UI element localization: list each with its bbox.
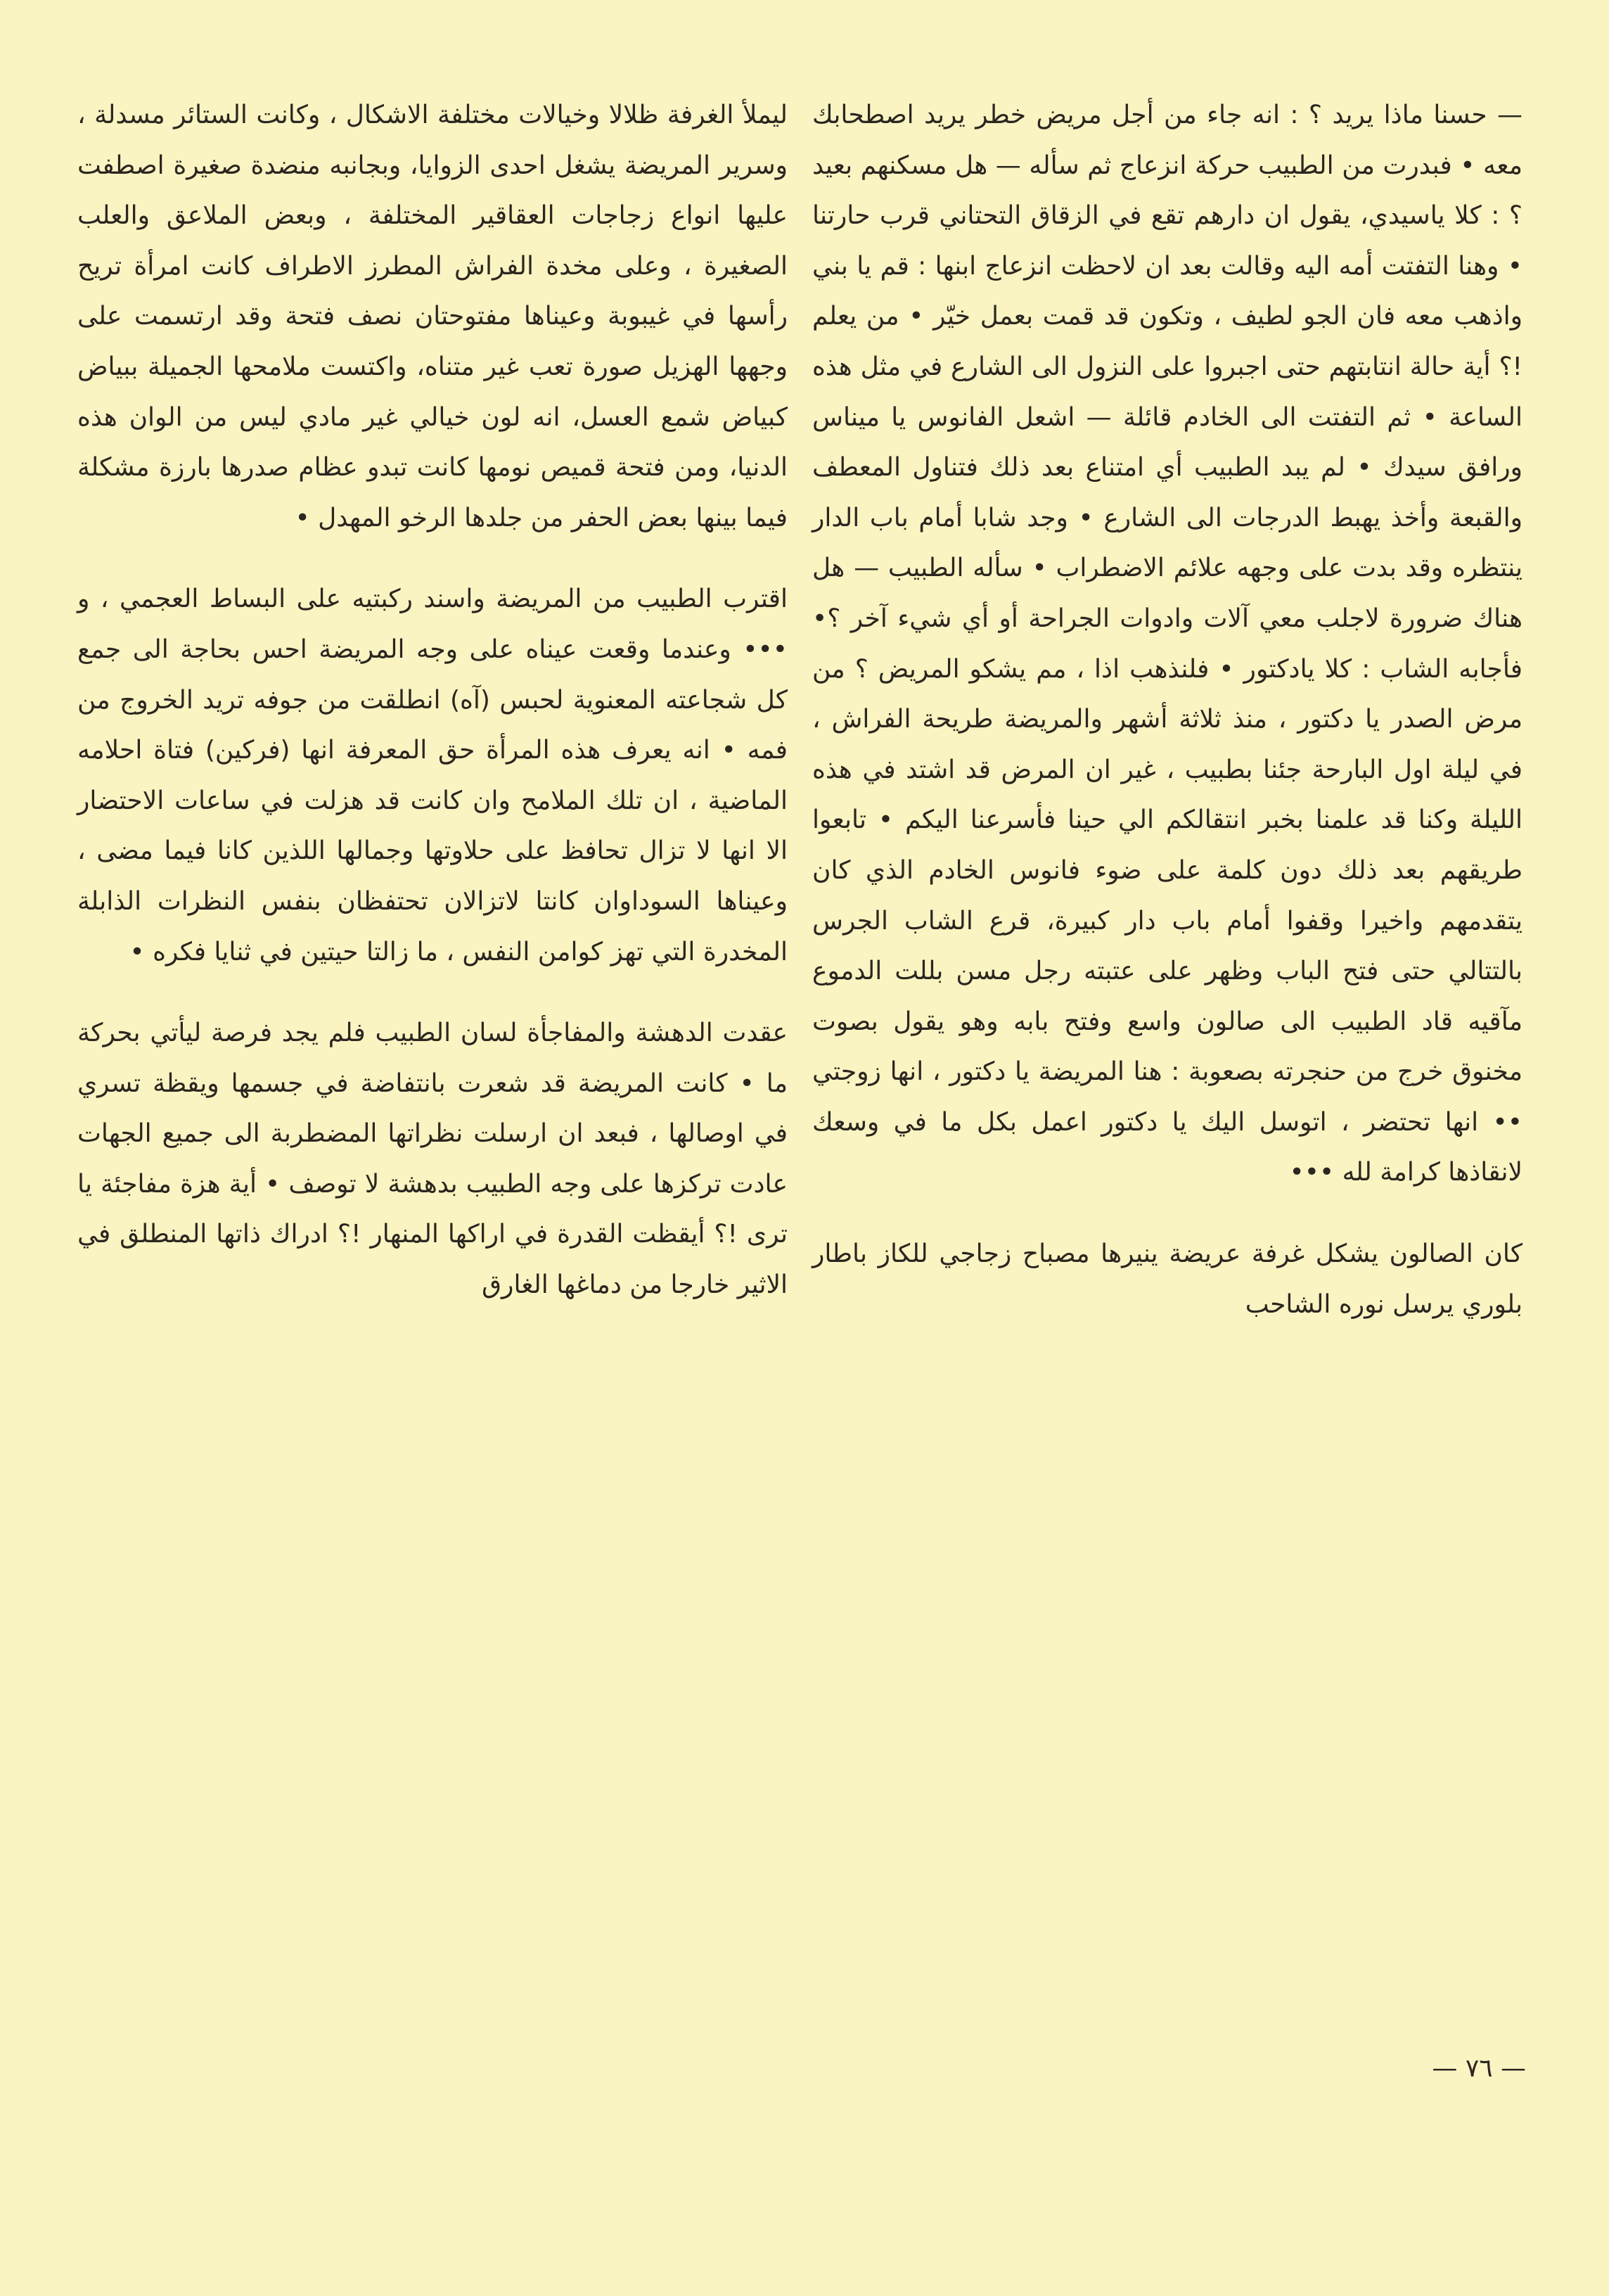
page-number: — ٧٦ —	[1432, 2054, 1526, 2083]
paragraph: كان الصالون يشكل غرفة عريضة ينيرها مصباح زجاجي للكاز باطار بلوري يرسل نوره الشاحب	[812, 1239, 1523, 1319]
paragraph: عقدت الدهشة والمفاجأة لسان الطبيب فلم يجد فرصة ليأتي بحركة ما • كانت المريضة قد شعرت بانتفاضة في جسمها ويقظة تسري في اوصالها ، فبعد ان ارسلت نظراتها المضطربة الى جميع الجهات عادت تركزها على وجه الطبيب بدهشة لا توصف • أية هزة مفاجئة يا ترى !؟ أيقظت القدرة في اراكها المنهار !؟ ادراك ذاتها المنطلق في الاثير خارجا من دماغها الغارق	[77, 1019, 788, 1300]
paragraph: اقترب الطبيب من المريضة واسند ركبتيه على البساط العجمي ، و ••• وعندما وقعت عيناه على وجه المريضة احس بحاجة الى جمع كل شجاعته المعنوية لحبس (آه) انطلقت من جوفه تريد الخروج من فمه • انه يعرف هذه المرأة حق المعرفة انها (فركين) فتاة احلامه الماضية ، ان تلك الملامح وان كانت قد هزلت في ساعات الاحتضار الا انها لا تزال تحافظ على حلاوتها وجمالها اللذين كانا فيما مضى ، وعيناها السوداوان كانتا لاتزالان تحتفظان بنفس النظرات الذابلة المخدرة التي تهز كوامن النفس ، ما زالتا حيتين في ثنايا فكره •	[77, 585, 788, 967]
right-text-column	[812, 90, 1523, 1360]
left-text-column	[77, 90, 788, 1341]
paragraph: ليملأ الغرفة ظلالا وخيالات مختلفة الاشكال ، وكانت الستائر مسدلة ، وسرير المريضة يشغل احدى الزوايا، وبجانبه منضدة صغيرة اصطفت عليها انواع زجاجات العقاقير المختلفة ، وبعض الملاعق والعلب الصغيرة ، وعلى مخدة الفراش المطرز الاطراف كانت امرأة تريح رأسها في غيبوبة وعيناها مفتوحتان نصف فتحة وقد ارتسمت على وجهها الهزيل صورة تعب غير متناه، واكتست ملامحها الجميلة ببياض كبياض شمع العسل، انه لون خيالي غير مادي ليس من الوان هذه الدنيا، ومن فتحة قميص نومها كانت تبدو عظام صدرها بارزة مشكلة فيما بينها بعض الحفر من جلدها الرخو المهدل •	[77, 101, 788, 532]
paragraph: — حسنا ماذا يريد ؟ : انه جاء من أجل مريض خطر يريد اصطحابك معه • فبدرت من الطبيب حركة انزعاج ثم سأله — هل مسكنهم بعيد ؟ : كلا ياسيدي، يقول ان دارهم تقع في الزقاق التحتاني قرب حارتنا • وهنا التفتت أمه اليه وقالت بعد ان لاحظت انزعاج ابنها : قم يا بني واذهب معه فان الجو لطيف ، وتكون قد قمت بعمل خيّر • من يعلم !؟ أية حالة انتابتهم حتى اجبروا على النزول الى الشارع في مثل هذه الساعة • ثم التفتت الى الخادم قائلة — اشعل الفانوس يا ميناس ورافق سيدك • لم يبد الطبيب أي امتناع بعد ذلك فتناول المعطف والقبعة وأخذ يهبط الدرجات الى الشارع • وجد شابا أمام باب الدار ينتظره وقد بدت على وجهه علائم الاضطراب • سأله الطبيب — هل هناك ضرورة لاجلب معي آلات وادوات الجراحة أو أي شيء آخر ؟• فأجابه الشاب : كلا يادكتور • فلنذهب اذا ، مم يشكو المريض ؟ من مرض الصدر يا دكتور ، منذ ثلاثة أشهر والمريضة طريحة الفراش ، في ليلة اول البارحة جئنا بطبيب ، غير ان المرض قد اشتد في هذه الليلة وكنا قد علمنا بخبر انتقالكم الي حينا فأسرعنا اليكم • تابعوا طريقهم بعد ذلك دون كلمة على ضوء فانوس الخادم الذي كان يتقدمهم واخيرا وقفوا أمام باب دار كبيرة، قرع الشاب الجرس بالتتالي حتى فتح الباب وظهر على عتبته رجل مسن بللت الدموع مآقيه قاد الطبيب الى صالون واسع وفتح بابه وهو يقول بصوت مخنوق خرج من حنجرته بصعوبة : هنا المريضة يا دكتور ، انها زوجتي •• انها تحتضر ، اتوسل اليك يا دكتور اعمل بكل ما في وسعك لانقاذها كرامة لله •••	[812, 101, 1523, 1187]
